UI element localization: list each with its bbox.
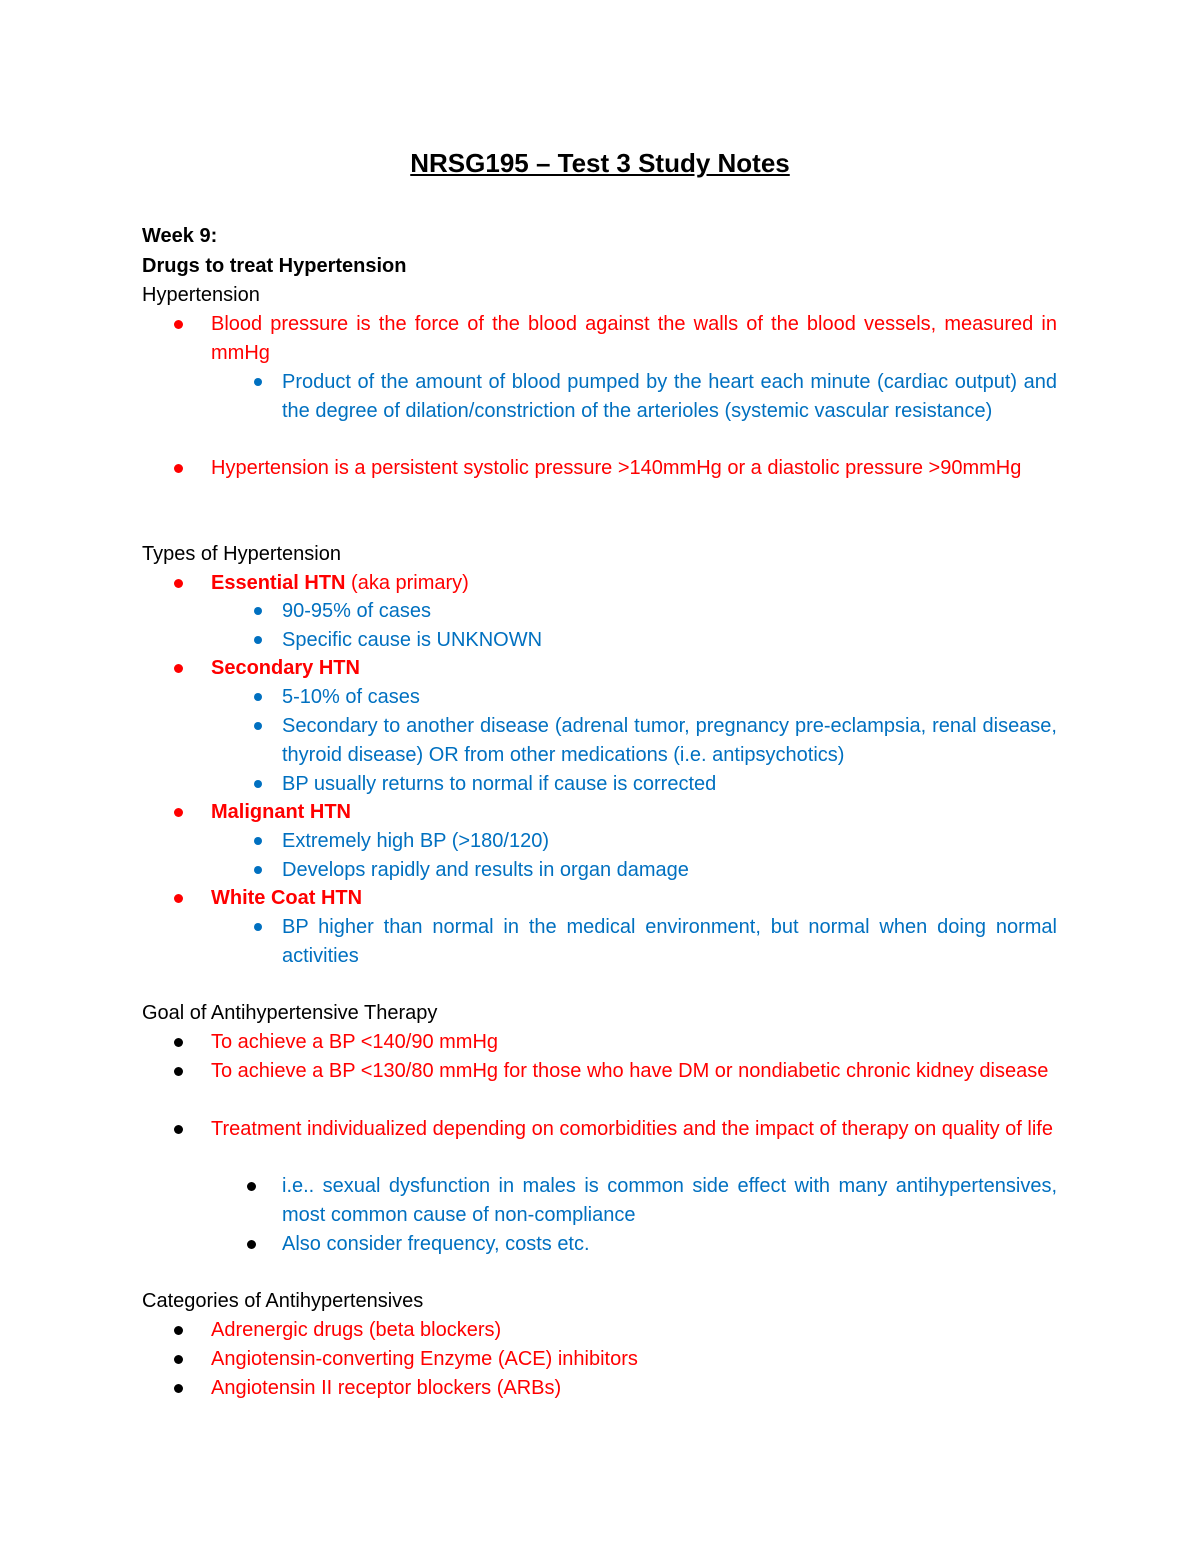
- bullet-icon: [174, 1326, 183, 1335]
- list-item: i.e.. sexual dysfunction in males is common side effect with many antihypertensives, most common cause of non-compliance: [282, 1175, 1057, 1226]
- bullet-icon: [174, 1125, 183, 1134]
- bullet-icon: [174, 1355, 183, 1364]
- type-name: Essential HTN: [211, 572, 346, 594]
- htn-definition: Hypertension is a persistent systolic pressure >140mmHg or a diastolic pressure >90mmHg: [211, 457, 1022, 479]
- types-heading: Types of Hypertension: [142, 543, 341, 565]
- list-item: 5-10% of cases: [282, 686, 420, 708]
- list-item: Angiotensin II receptor blockers (ARBs): [211, 1377, 562, 1399]
- type-secondary: Secondary HTN: [211, 657, 360, 679]
- type-suffix: (aka primary): [345, 572, 469, 594]
- sub-bullet-icon: [254, 866, 262, 874]
- bullet-icon: [174, 1038, 183, 1047]
- bullet-icon: [174, 808, 183, 817]
- bullet-icon: [174, 320, 183, 329]
- week-heading: Week 9:: [142, 225, 218, 247]
- bullet-icon: [174, 664, 183, 673]
- type-malignant: Malignant HTN: [211, 801, 351, 823]
- goal-heading: Goal of Antihypertensive Therapy: [142, 1002, 438, 1024]
- bp-product: Product of the amount of blood pumped by the heart each minute (cardiac output) and the degree of dilation/constriction of the arterioles (systemic vascular resistance): [282, 371, 1057, 422]
- sub-bullet-icon: [254, 636, 262, 644]
- list-item: BP higher than normal in the medical environment, but normal when doing normal activities: [282, 916, 1057, 967]
- bullet-icon: [174, 1384, 183, 1393]
- sub-bullet-icon: [254, 923, 262, 931]
- sub-bullet-icon: [254, 780, 262, 788]
- sub-bullet-icon: [254, 837, 262, 845]
- list-item: To achieve a BP <130/80 mmHg for those who have DM or nondiabetic chronic kidney disease: [211, 1060, 1049, 1082]
- list-item: Specific cause is UNKNOWN: [282, 629, 543, 651]
- list-item: Angiotensin-converting Enzyme (ACE) inhibitors: [211, 1348, 638, 1370]
- bullet-icon: [247, 1182, 256, 1191]
- sub-bullet-icon: [254, 607, 262, 615]
- bullet-icon: [174, 894, 183, 903]
- list-item: Develops rapidly and results in organ damage: [282, 859, 689, 881]
- list-item: Secondary to another disease (adrenal tumor, pregnancy pre-eclampsia, renal disease, thyroid disease) OR from other medications (i.e. antipsychotics): [282, 715, 1057, 766]
- list-item: Adrenergic drugs (beta blockers): [211, 1319, 502, 1341]
- categories-heading: Categories of Antihypertensives: [142, 1290, 424, 1312]
- bullet-icon: [174, 1067, 183, 1076]
- list-item: Extremely high BP (>180/120): [282, 830, 550, 852]
- hypertension-heading: Hypertension: [142, 284, 260, 306]
- bullet-icon: [174, 579, 183, 588]
- sub-bullet-icon: [254, 722, 262, 730]
- list-item: Treatment individualized depending on comorbidities and the impact of therapy on quality of life: [211, 1118, 1053, 1140]
- bullet-icon: [247, 1240, 256, 1249]
- list-item: To achieve a BP <140/90 mmHg: [211, 1031, 499, 1053]
- type-whitecoat: White Coat HTN: [211, 887, 363, 909]
- page-title: NRSG195 – Test 3 Study Notes: [410, 148, 790, 178]
- list-item: Also consider frequency, costs etc.: [282, 1233, 590, 1255]
- list-item: BP usually returns to normal if cause is corrected: [282, 773, 717, 795]
- sub-bullet-icon: [254, 693, 262, 701]
- bullet-icon: [174, 464, 183, 473]
- sub-bullet-icon: [254, 378, 262, 386]
- bp-definition: Blood pressure is the force of the blood against the walls of the blood vessels, measured in mmHg: [211, 313, 1057, 364]
- list-item: 90-95% of cases: [282, 600, 431, 622]
- topic-heading: Drugs to treat Hypertension: [142, 255, 407, 277]
- type-essential: [211, 569, 1057, 598]
